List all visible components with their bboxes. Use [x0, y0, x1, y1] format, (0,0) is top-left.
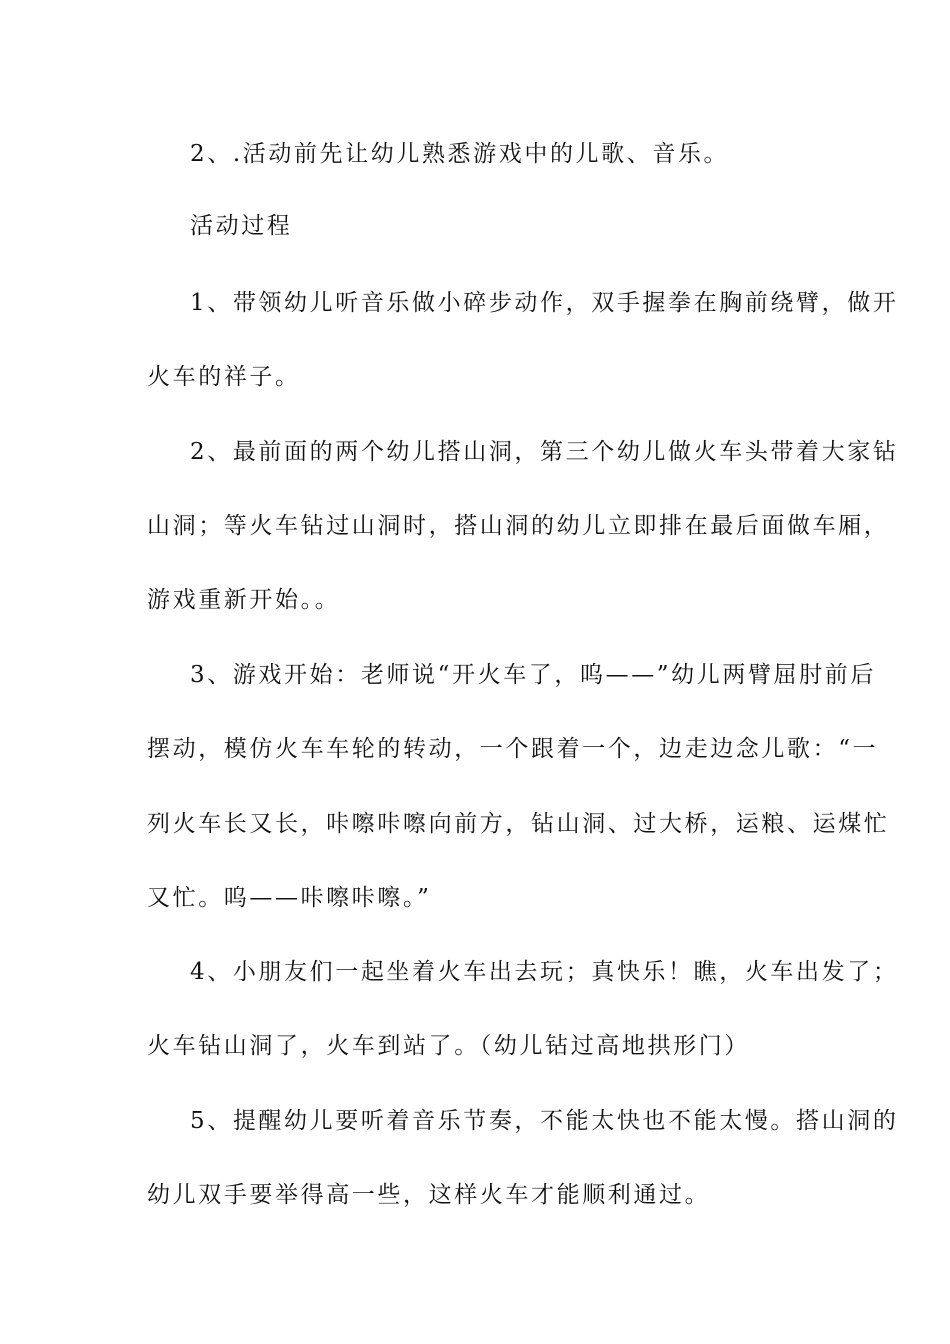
section-heading: 活动过程 [190, 213, 293, 239]
paragraph-line: 列火车长又长，咔嚓咔嚓向前方，钻山洞、过大桥，运粮、运煤忙 [147, 811, 890, 837]
paragraph-line: 又忙。呜——咔嚓咔嚓。” [147, 885, 432, 911]
paragraph-line: 2、.活动前先让幼儿熟悉游戏中的儿歌、音乐。 [190, 141, 730, 167]
paragraph-line: 1、带领幼儿听音乐做小碎步动作，双手握拳在胸前绕臂，做开 [190, 290, 899, 316]
paragraph-line: 5、提醒幼儿要听着音乐节奏，不能太快也不能太慢。搭山洞的 [190, 1108, 899, 1134]
paragraph-line: 幼儿双手要举得高一些，这样火车才能顺利通过。 [147, 1182, 711, 1208]
paragraph-line: 2、最前面的两个幼儿搭山洞，第三个幼儿做火车头带着大家钻 [190, 439, 899, 465]
paragraph-line: 火车的祥子。 [147, 364, 301, 390]
paragraph-line: 游戏重新开始。。 [147, 587, 341, 613]
paragraph-line: 4、小朋友们一起坐着火车出去玩；真快乐！瞧，火车出发了； [190, 959, 899, 985]
paragraph-line: 山洞；等火车钻过山洞时，搭山洞的幼儿立即排在最后面做车厢， [147, 513, 890, 539]
paragraph-line: 3、游戏开始：老师说“开火车了，呜——”幼儿两臂屈肘前后 [190, 662, 876, 688]
paragraph-line: 火车钻山洞了，火车到站了。（幼儿钻过高地拱形门） [147, 1033, 750, 1059]
paragraph-line: 摆动，模仿火车车轮的转动，一个跟着一个，边走边念儿歌：“一 [147, 736, 879, 762]
